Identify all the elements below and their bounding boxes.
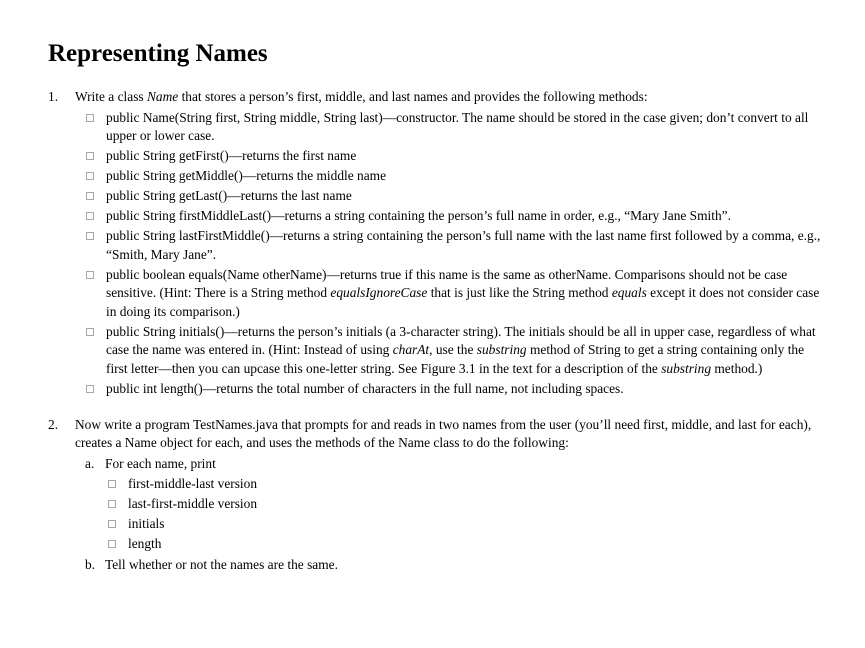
checkbox-icon — [86, 385, 94, 393]
text-run: public String lastFirstMiddle()—returns a string containing the person’s full name with the last name first followed by a comma, e.g., “Smith, Mary Jane”. — [106, 228, 821, 262]
checkbox-icon — [86, 232, 94, 240]
text-run: public String getFirst()—returns the first name — [106, 148, 357, 163]
text-run: except it does not consider case in doing its comparison.) — [106, 285, 820, 319]
item-text — [75, 88, 821, 107]
checkbox-icon — [86, 152, 94, 160]
bullet-text — [106, 380, 821, 399]
item-number: 2. — [48, 416, 59, 432]
subitem-bullets — [105, 475, 821, 554]
italic-text: Name — [146, 89, 179, 104]
text-run: length — [128, 535, 162, 551]
checkbox-icon — [86, 172, 94, 180]
text-run: public int length()—returns the total number of characters in the full name, not including spaces. — [106, 380, 624, 396]
checkbox-icon — [86, 192, 94, 200]
item-body — [75, 88, 821, 400]
item-number: 1. — [48, 89, 59, 104]
lettered-subitem — [85, 455, 821, 555]
text-run: method.) — [711, 360, 763, 376]
bullet-text — [106, 323, 821, 379]
page-title: Representing Names — [48, 40, 268, 67]
text-run: last-first-middle version — [128, 495, 258, 511]
checklist-row — [85, 167, 821, 186]
text-run: first-middle-last version — [128, 475, 258, 491]
checklist-row — [107, 515, 821, 534]
bullet-text — [128, 495, 821, 514]
numbered-item — [48, 88, 821, 400]
checkbox-icon — [86, 328, 94, 336]
text-run: For each name, print — [105, 455, 216, 471]
text-run: Write a class — [75, 89, 147, 104]
checkbox-icon — [86, 114, 94, 122]
item-subitems — [75, 455, 821, 575]
checklist-row — [85, 323, 821, 379]
checklist-row — [85, 187, 821, 206]
checkbox-icon — [108, 540, 116, 548]
text-run: public String initials()—returns the person’s initials (a 3-character string). The initials should be all in upper case, regardless of what case the name was entered in. (Hint: Instead of using — [106, 323, 816, 357]
text-run: that stores a person’s first, middle, and last names and provides the following methods: — [178, 89, 648, 104]
checklist-row — [85, 380, 821, 399]
bullet-text — [128, 475, 821, 494]
text-run: Tell whether or not the names are the same. — [105, 557, 338, 572]
subitem-letter: b. — [85, 557, 96, 572]
checklist-row — [107, 495, 821, 514]
text-run: that is just like the String method — [427, 285, 612, 300]
bullet-text — [106, 187, 821, 206]
italic-text: equalsIgnoreCase — [330, 285, 428, 300]
text-run: public String getMiddle()—returns the middle name — [106, 168, 387, 183]
italic-text: equals — [611, 285, 647, 300]
checklist-row — [85, 227, 821, 264]
checklist-row — [85, 207, 821, 226]
bullet-text — [128, 535, 821, 554]
lettered-subitem — [85, 556, 821, 575]
subitem-body — [105, 556, 821, 575]
text-run: public Name(String first, String middle, String last)—constructor. The name should be stored in the case given; don’t convert to all upper or lower case. — [106, 109, 809, 143]
bullet-text — [128, 515, 821, 534]
bullet-text — [106, 147, 821, 166]
italic-text: substring — [661, 360, 712, 376]
bullet-text — [106, 266, 821, 322]
checklist-row — [85, 147, 821, 166]
text-run: public boolean equals(Name otherName)—returns true if this name is the same as otherName. Comparisons should not be case sensitive. (Hint: There is a String method — [106, 266, 788, 300]
checklist-row — [85, 109, 821, 146]
bullet-text — [106, 109, 821, 146]
italic-text: substring — [476, 342, 527, 357]
text-run: public String firstMiddleLast()—returns a string containing the person’s full name in order, e.g., “Mary Jane Smith”. — [106, 208, 731, 223]
item-body — [75, 416, 821, 577]
checkbox-icon — [86, 271, 94, 279]
checklist-row — [85, 266, 821, 322]
checkbox-icon — [108, 520, 116, 528]
subitem-text — [105, 455, 821, 474]
text-run: method of String to get a string containing only the first letter—then you can upcase this one-letter string. See Figure 3.1 in the text for a description of the — [106, 342, 805, 376]
numbered-item — [48, 416, 821, 577]
item-bullets — [75, 109, 821, 399]
checkbox-icon — [108, 500, 116, 508]
bullet-text — [106, 227, 821, 264]
subitem-body — [105, 455, 821, 555]
italic-text: charAt — [392, 342, 430, 357]
item-text — [75, 416, 821, 453]
text-run: Now write a program TestNames.java that prompts for and reads in two names from the user (you’ll need first, middle, and last for each), creates a Name object for each, and uses the methods of the Name class to do the following: — [75, 416, 812, 450]
text-run: initials — [128, 515, 165, 531]
assignment-list — [48, 88, 821, 576]
text-run: , use the — [429, 342, 477, 357]
text-run: public String getLast()—returns the last name — [106, 188, 352, 203]
subitem-text — [105, 556, 821, 575]
bullet-text — [106, 207, 821, 226]
subitem-letter: a. — [85, 455, 95, 471]
bullet-text — [106, 167, 821, 186]
checkbox-icon — [86, 212, 94, 220]
checklist-row — [107, 475, 821, 494]
checklist-row — [107, 535, 821, 554]
checkbox-icon — [108, 480, 116, 488]
